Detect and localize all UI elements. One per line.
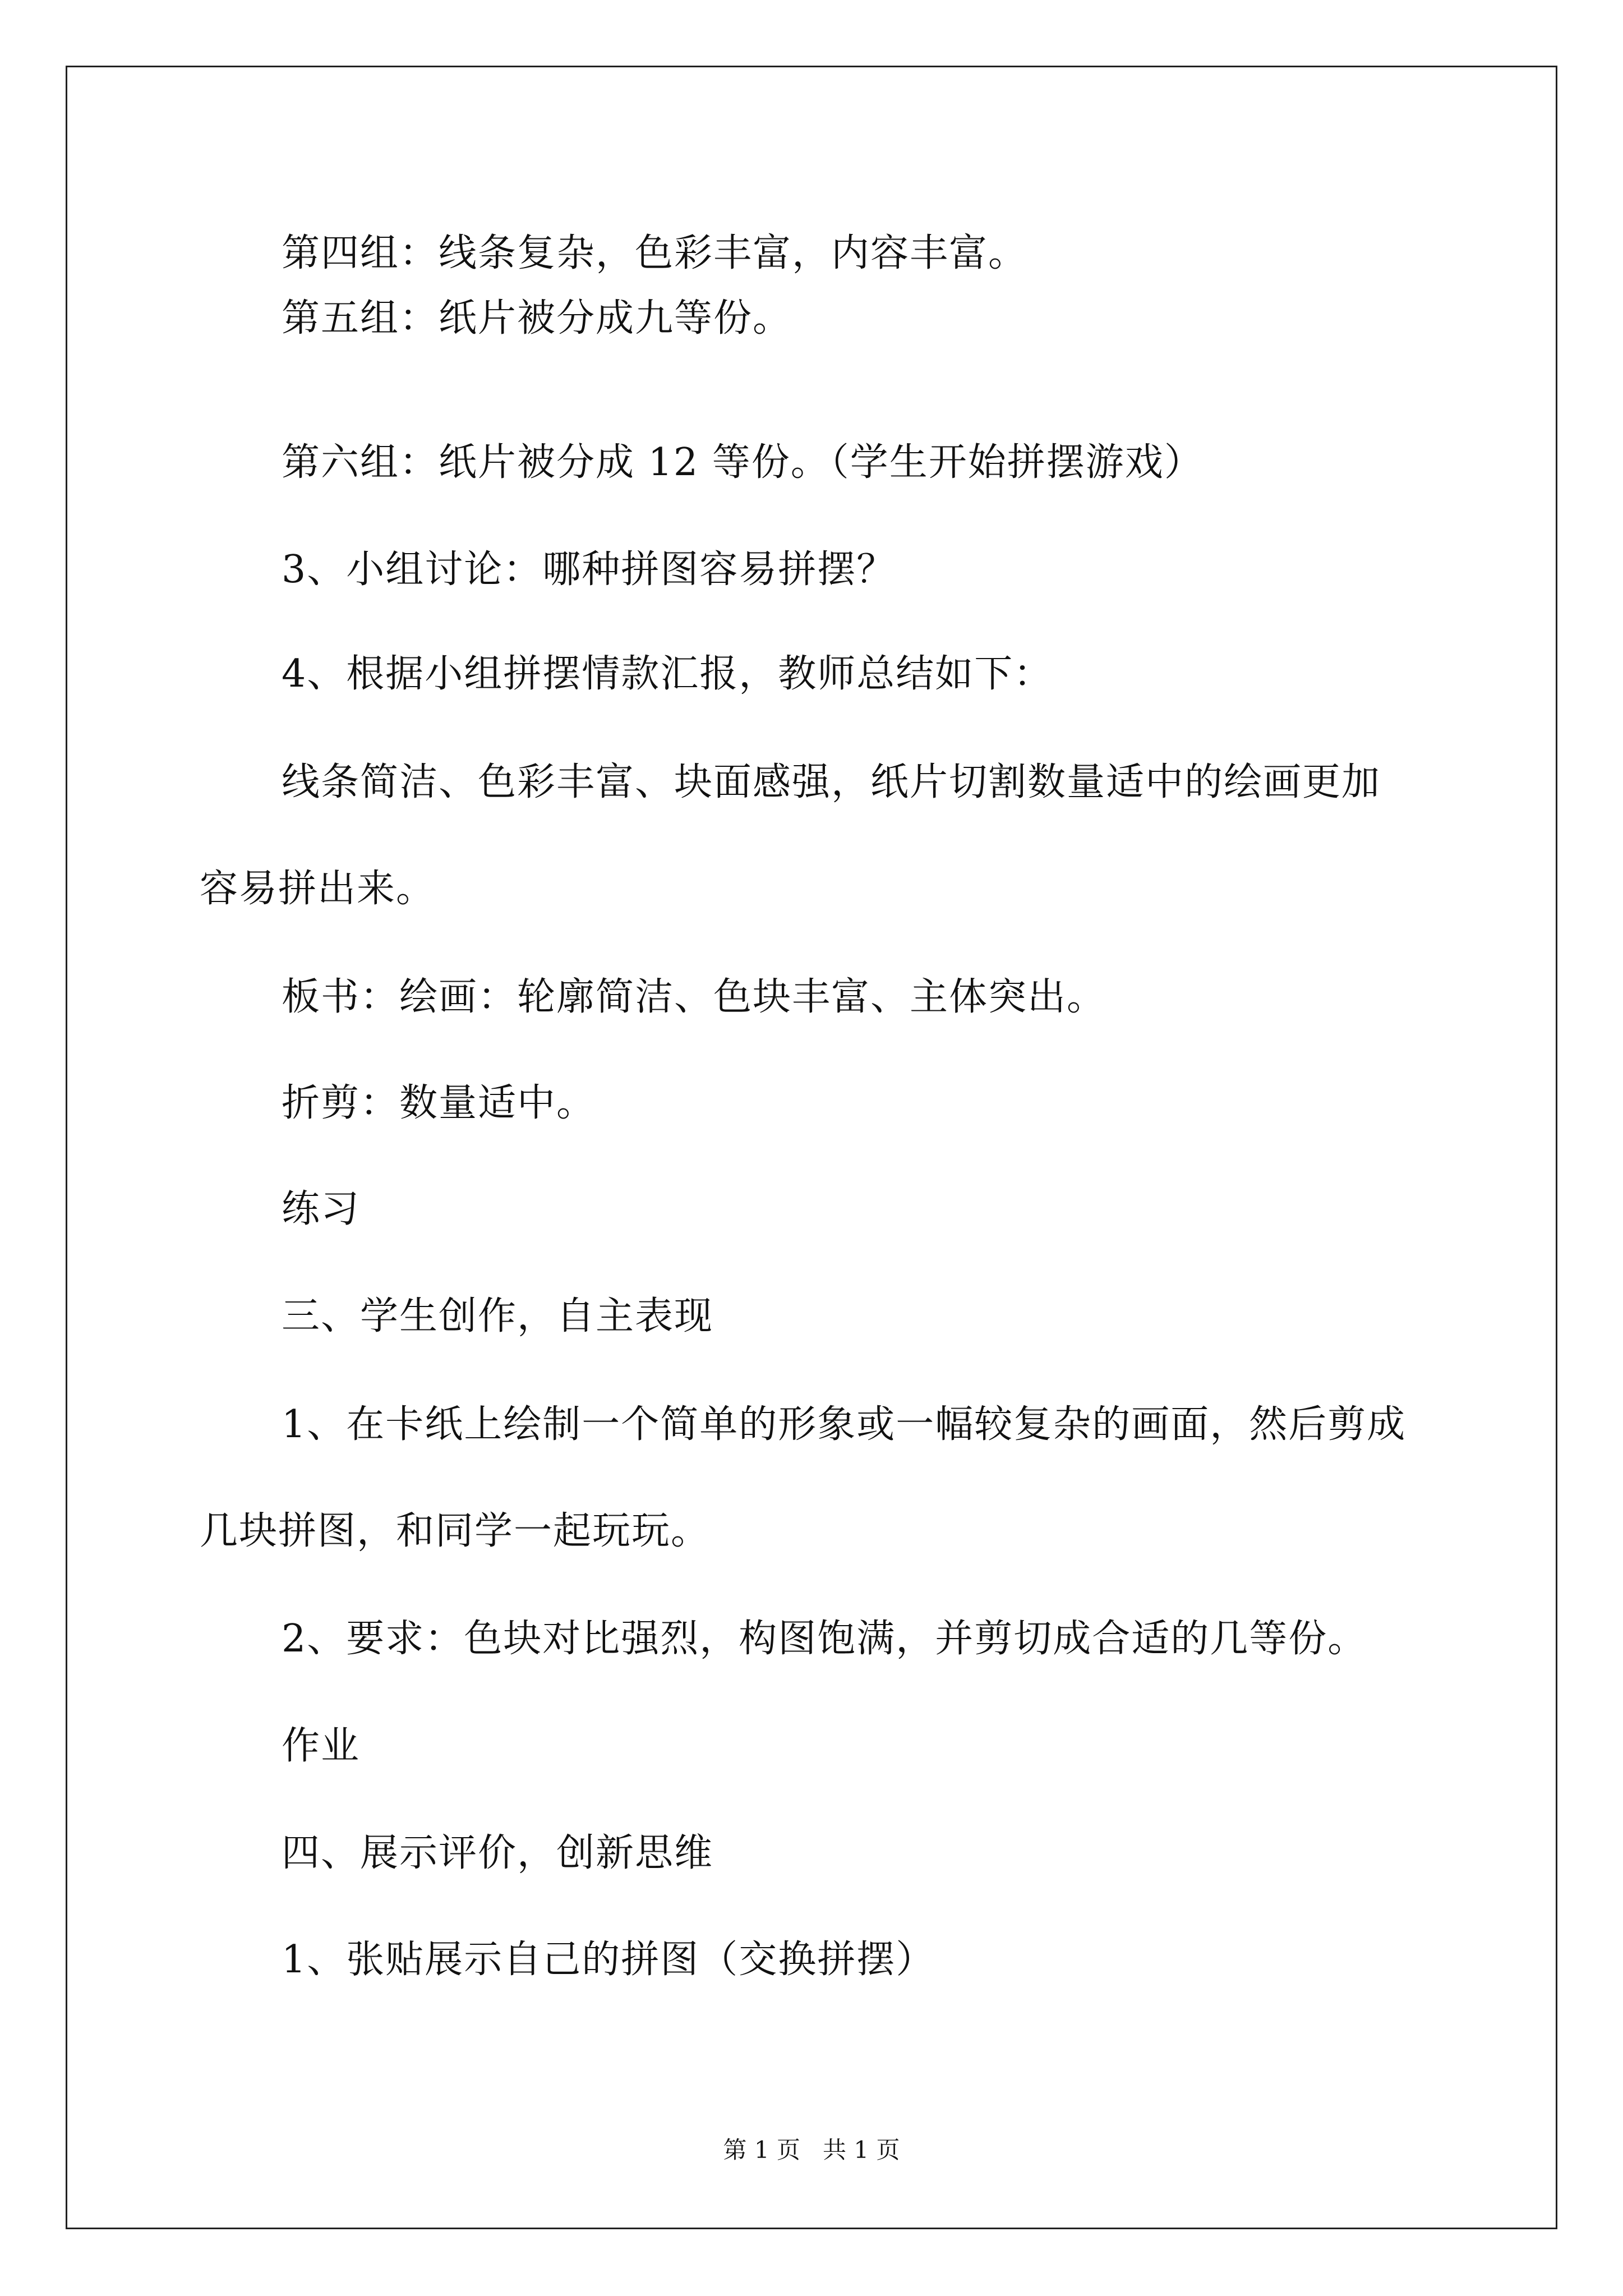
text-line-summary: 线条简洁、色彩丰富、块面感强，纸片切割数量适中的绘画更加 <box>282 760 1381 804</box>
text-line-requirement: 2、要求：色块对比强烈，构图饱满，并剪切成合适的几等份。 <box>282 1617 1367 1661</box>
text-line-summary-cont: 容易拼出来。 <box>200 867 436 911</box>
heading-homework: 作业 <box>282 1724 361 1768</box>
text-line-group-4: 第四组：线条复杂，色彩丰富，内容丰富。 <box>282 231 1028 275</box>
heading-section-3: 三、学生创作，自主表现 <box>282 1294 714 1338</box>
heading-practice: 练习 <box>282 1187 361 1231</box>
text-line-blackboard: 板书：绘画：轮廓简洁、色块丰富、主体突出。 <box>282 975 1106 1019</box>
text-line-discussion: 3、小组讨论：哪种拼图容易拼摆？ <box>282 547 896 592</box>
text-line-group-6: 第六组：纸片被分成 12 等份。（学生开始拼摆游戏） <box>282 440 1204 485</box>
text-line-group-5: 第五组：纸片被分成九等份。 <box>282 296 792 341</box>
text-line-display: 1、张贴展示自己的拼图（交换拼摆） <box>282 1938 935 1982</box>
page-border <box>66 66 1557 2229</box>
text-line-task-1: 1、在卡纸上绘制一个简单的形象或一幅较复杂的画面，然后剪成 <box>282 1402 1407 1447</box>
page-footer: 第 1 页 共 1 页 <box>723 2136 900 2164</box>
text-line-task-1-cont: 几块拼图，和同学一起玩玩。 <box>200 1509 711 1553</box>
heading-section-4: 四、展示评价，创新思维 <box>282 1831 714 1875</box>
text-line-fold-cut: 折剪：数量适中。 <box>282 1081 596 1125</box>
text-line-report: 4、根据小组拼摆情款汇报，教师总结如下： <box>282 652 1053 696</box>
